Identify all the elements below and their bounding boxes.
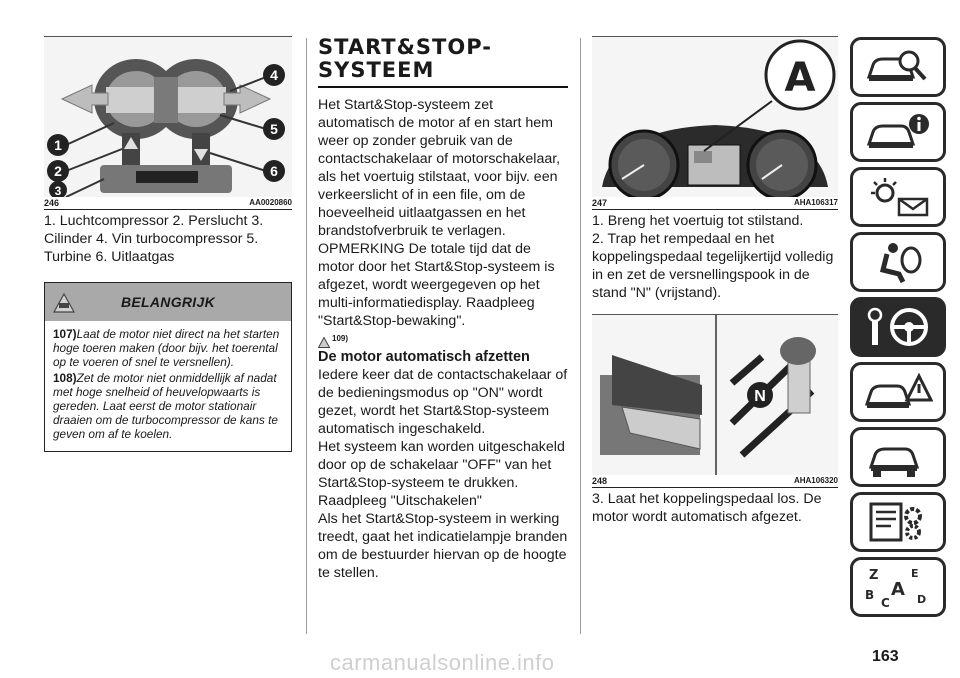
figure-246-turbo: [44, 36, 292, 197]
figure-247-code: AHA106317: [793, 198, 838, 207]
chapter-tabs: [850, 37, 946, 622]
warning-body: [45, 321, 291, 451]
watermark: carmanualsonline.info: [330, 650, 555, 675]
figure-247-caption-line: [592, 197, 838, 210]
tab-car-info[interactable]: [850, 102, 946, 162]
figure-246-caption-line: [44, 197, 292, 210]
paragraph-off: Het systeem kan worden uitgeschakeld door op de schakelaar "OFF" van het Start&Stop-systeem te drukken. Raadpleeg "Uitschakelen": [318, 439, 565, 509]
tab-maintenance[interactable]: [850, 427, 946, 487]
callout-5: 5: [270, 121, 278, 137]
figure-246-legend: 1. Luchtcompressor 2. Perslucht 3. Cilinder 4. Vin turbocompressor 5. Turbine 6. Uitlaatgas: [44, 213, 264, 265]
paragraph-on: Iedere keer dat de contactschakelaar of de bedieningsmodus op "ON" wordt gezet, wordt het Start&Stop-systeem automatisch ingeschakeld.: [318, 367, 568, 437]
warning-box: [44, 282, 292, 452]
warning-reference: 109): [318, 332, 568, 348]
tab-starting-driving[interactable]: [850, 297, 946, 357]
warning-title: BELANGRIJK: [120, 294, 215, 310]
tab-warning-lights[interactable]: [850, 167, 946, 227]
car-info-icon: [863, 110, 933, 154]
page-number: 163: [872, 648, 899, 665]
clutch-gearshift-illustration: [592, 315, 838, 475]
svg-text:A: A: [891, 579, 905, 600]
figure-247-number: 247: [592, 198, 608, 208]
alphabet-index-icon: [863, 565, 933, 609]
callout-6: 6: [270, 163, 278, 179]
callout-a-badge: A: [784, 55, 816, 101]
figure-248-pedal-gear: [592, 314, 838, 475]
tab-car-search[interactable]: [850, 37, 946, 97]
svg-text:Z: Z: [869, 568, 879, 583]
svg-text:C: C: [881, 596, 890, 609]
column-middle: [318, 36, 568, 582]
figure-246-code: AA0020860: [249, 198, 292, 207]
svg-text:D: D: [917, 593, 927, 606]
callout-2: 2: [54, 163, 62, 179]
warning-item-107: 107)Laat de motor niet direct na het starten hoge toeren maken (door bijv. het toerental op te voeren of snel te versnellen).: [53, 327, 280, 369]
callout-1: 1: [54, 137, 62, 153]
figure-248-number: 248: [592, 476, 608, 486]
column-left: [44, 36, 292, 452]
figure-248-caption-line: [592, 475, 838, 488]
figure-246-number: 246: [44, 198, 60, 208]
car-warning-icon: [863, 370, 933, 414]
figure-248-code: AHA106320: [793, 476, 838, 485]
turbocharger-illustration: [44, 37, 292, 197]
seat-airbag-icon: [863, 240, 933, 284]
gear-neutral-label: N: [754, 388, 766, 405]
step-2: 2. Trap het rempedaal en het koppelingspedaal tegelijkertijd volledig in en zet de versnellingspook in de stand "N" (vrijstand).: [592, 231, 834, 301]
warning-light-mail-icon: [863, 175, 933, 219]
car-search-icon: [863, 45, 933, 89]
tab-specifications[interactable]: [850, 492, 946, 552]
warning-header: [45, 283, 291, 321]
step-3: 3. Laat het koppelingspedaal los. De motor wordt automatisch afgezet.: [592, 491, 822, 525]
callout-4: 4: [270, 67, 278, 83]
warning-triangle-small-icon: [318, 337, 330, 348]
car-service-icon: [863, 435, 933, 479]
svg-text:E: E: [911, 567, 919, 580]
section-title: START&STOP- SYSTEEM: [318, 36, 568, 88]
intro-paragraph: Het Start&Stop-systeem zet automatisch de motor af en start hem weer op zonder gebruik van de contactschakelaar of motorschakelaar, als het voertuig stilstaat, voor bijv. een verkeerslicht of in een file, om de hoeveelheid uitlaatgassen en het brandstofverbruik te verlagen.: [318, 97, 561, 239]
specifications-gear-icon: [863, 500, 933, 544]
tab-safety[interactable]: [850, 232, 946, 292]
column-right: [592, 36, 838, 526]
svg-text:B: B: [865, 588, 875, 602]
paragraph-indicator: Als het Start&Stop-systeem in werking treedt, gaat het indicatielampje branden om de bestuurder hiervan op de hoogte te stellen.: [318, 511, 568, 581]
tab-index[interactable]: [850, 557, 946, 617]
step-1: 1. Breng het voertuig tot stilstand.: [592, 213, 804, 229]
column-divider: [580, 38, 581, 634]
warning-item-108: 108)Zet de motor niet onmiddellijk af nadat met hoge snelheid of heuvelopwaarts is gereden. Laat eerst de motor stationair draaien om de turbocompressor de kans te geven om af te koelen.: [53, 371, 278, 441]
figure-247-cluster: [592, 36, 838, 197]
key-steering-wheel-icon: [863, 305, 933, 349]
tab-emergency[interactable]: [850, 362, 946, 422]
callout-3: 3: [54, 184, 62, 197]
column-divider: [306, 38, 307, 634]
note-paragraph: OPMERKING De totale tijd dat de motor door het Start&Stop-systeem is afgezet, wordt weergegeven op het multi-informatiedisplay. Raadpleeg "Start&Stop-bewaking".: [318, 241, 555, 329]
section-body: [318, 96, 568, 582]
subheading-auto-stop: De motor automatisch afzetten: [318, 349, 530, 365]
instrument-cluster-illustration: [592, 37, 838, 197]
warning-triangle-icon: [53, 293, 75, 313]
